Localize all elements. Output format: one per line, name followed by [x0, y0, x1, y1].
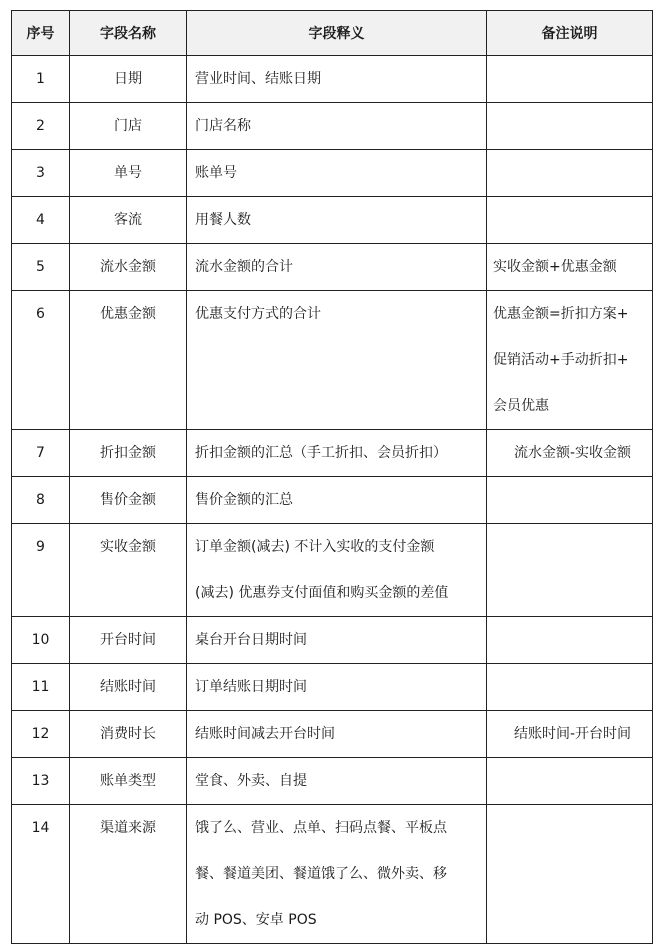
row-index: 7 — [36, 445, 45, 461]
row-index-cell — [12, 711, 70, 758]
field-name-cell — [70, 56, 187, 103]
field-meaning-cell — [187, 197, 487, 244]
field-name-cell — [70, 805, 187, 944]
table-row — [12, 805, 653, 944]
row-index: 14 — [31, 820, 50, 836]
field-name: 实收金额 — [100, 539, 156, 555]
remarks-cell — [487, 197, 653, 244]
field-meaning-line: 优惠支付方式的合计 — [195, 306, 321, 322]
row-index: 6 — [36, 306, 45, 322]
field-meaning-cell — [187, 150, 487, 197]
row-index-cell — [12, 103, 70, 150]
row-index: 5 — [36, 259, 45, 275]
row-index: 2 — [36, 118, 45, 134]
row-index: 12 — [31, 726, 50, 742]
field-name-cell — [70, 244, 187, 291]
remarks-cell — [487, 805, 653, 944]
row-index: 10 — [31, 632, 50, 648]
field-name: 售价金额 — [100, 492, 156, 508]
field-name: 客流 — [114, 212, 142, 228]
field-meaning-line: 桌台开台日期时间 — [195, 632, 307, 648]
table-row — [12, 430, 653, 477]
field-meaning-cell — [187, 56, 487, 103]
field-name: 结账时间 — [100, 679, 156, 695]
field-meaning-line: 售价金额的汇总 — [195, 492, 293, 508]
field-name-cell — [70, 103, 187, 150]
field-meaning-line: 订单结账日期时间 — [195, 679, 307, 695]
remarks-cell — [487, 291, 653, 430]
field-name-cell — [70, 477, 187, 524]
field-meaning-cell — [187, 477, 487, 524]
field-meaning-line: 堂食、外卖、自提 — [195, 773, 307, 789]
table-row — [12, 291, 653, 430]
field-meaning-line: 结账时间减去开台时间 — [195, 726, 335, 742]
table-row — [12, 56, 653, 103]
table-row — [12, 197, 653, 244]
row-index-cell — [12, 197, 70, 244]
row-index: 8 — [36, 492, 45, 508]
remarks-cell — [487, 711, 653, 758]
table-row — [12, 617, 653, 664]
row-index-cell — [12, 805, 70, 944]
row-index-cell — [12, 430, 70, 477]
table-row — [12, 103, 653, 150]
remarks-cell — [487, 524, 653, 617]
field-name: 流水金额 — [100, 259, 156, 275]
remarks-cell — [487, 664, 653, 711]
field-meaning-line: 门店名称 — [195, 118, 251, 134]
row-index: 13 — [31, 773, 50, 789]
field-name: 日期 — [114, 71, 142, 87]
row-index: 3 — [36, 165, 45, 181]
field-name-cell — [70, 524, 187, 617]
remarks-cell — [487, 150, 653, 197]
table-row — [12, 524, 653, 617]
field-meaning-cell — [187, 524, 487, 617]
field-name-cell — [70, 617, 187, 664]
field-definition-table-wrapper — [11, 10, 653, 944]
field-meaning-cell — [187, 758, 487, 805]
field-meaning-line: 用餐人数 — [195, 212, 251, 228]
row-index-cell — [12, 524, 70, 617]
header-index: 序号 — [12, 11, 70, 56]
remarks-line: 优惠金额=折扣方案+ — [493, 306, 629, 322]
field-name: 账单类型 — [100, 773, 156, 789]
remarks-line: 流水金额-实收金额 — [513, 445, 632, 461]
field-meaning-cell — [187, 430, 487, 477]
remarks-line: 实收金额+优惠金额 — [493, 259, 617, 275]
field-meaning-line: 餐、餐道美团、餐道饿了么、微外卖、移 — [195, 866, 447, 882]
field-definition-table — [11, 10, 653, 944]
remarks-cell — [487, 758, 653, 805]
field-meaning-line: 饿了么、营业、点单、扫码点餐、平板点 — [195, 820, 447, 836]
field-meaning-line: 账单号 — [195, 165, 237, 181]
field-name-cell — [70, 758, 187, 805]
field-meaning-line: 订单金额(减去) 不计入实收的支付金额 — [195, 539, 435, 555]
field-meaning-line: 折扣金额的汇总（手工折扣、会员折扣） — [195, 445, 447, 461]
table-row — [12, 244, 653, 291]
row-index-cell — [12, 56, 70, 103]
field-meaning-line: 营业时间、结账日期 — [195, 71, 321, 87]
field-name: 渠道来源 — [100, 820, 156, 836]
field-name: 开台时间 — [100, 632, 156, 648]
header-field-meaning: 字段释义 — [187, 11, 487, 56]
field-name: 门店 — [114, 118, 142, 134]
remarks-cell — [487, 617, 653, 664]
field-meaning-cell — [187, 805, 487, 944]
field-meaning-cell — [187, 103, 487, 150]
field-meaning-cell — [187, 617, 487, 664]
header-field-name: 字段名称 — [70, 11, 187, 56]
field-name: 单号 — [114, 165, 142, 181]
remarks-line: 促销活动+手动折扣+ — [493, 352, 629, 368]
table-row — [12, 711, 653, 758]
row-index-cell — [12, 244, 70, 291]
field-name: 优惠金额 — [100, 306, 156, 322]
row-index: 9 — [36, 539, 45, 555]
field-name-cell — [70, 150, 187, 197]
field-meaning-line: 流水金额的合计 — [195, 259, 293, 275]
remarks-cell — [487, 244, 653, 291]
field-meaning-line: 动 POS、安卓 POS — [195, 912, 317, 928]
field-meaning-cell — [187, 664, 487, 711]
table-row — [12, 758, 653, 805]
field-name: 折扣金额 — [100, 445, 156, 461]
row-index: 4 — [36, 212, 45, 228]
row-index: 1 — [36, 71, 45, 87]
field-meaning-cell — [187, 711, 487, 758]
field-name-cell — [70, 430, 187, 477]
row-index-cell — [12, 150, 70, 197]
remarks-cell — [487, 430, 653, 477]
row-index-cell — [12, 664, 70, 711]
table-row — [12, 150, 653, 197]
field-meaning-cell — [187, 244, 487, 291]
table-body — [12, 56, 653, 944]
remarks-line: 会员优惠 — [493, 398, 549, 414]
field-name-cell — [70, 197, 187, 244]
field-name-cell — [70, 711, 187, 758]
header-remarks: 备注说明 — [487, 11, 653, 56]
field-name: 消费时长 — [100, 726, 156, 742]
field-name-cell — [70, 664, 187, 711]
row-index-cell — [12, 477, 70, 524]
field-meaning-line: (减去) 优惠券支付面值和购买金额的差值 — [195, 585, 449, 601]
row-index: 11 — [31, 679, 50, 695]
row-index-cell — [12, 758, 70, 805]
row-index-cell — [12, 291, 70, 430]
remarks-cell — [487, 56, 653, 103]
table-header-row — [12, 11, 653, 56]
field-name-cell — [70, 291, 187, 430]
row-index-cell — [12, 617, 70, 664]
remarks-cell — [487, 477, 653, 524]
remarks-cell — [487, 103, 653, 150]
field-meaning-cell — [187, 291, 487, 430]
table-row — [12, 664, 653, 711]
table-row — [12, 477, 653, 524]
remarks-line: 结账时间-开台时间 — [513, 726, 632, 742]
